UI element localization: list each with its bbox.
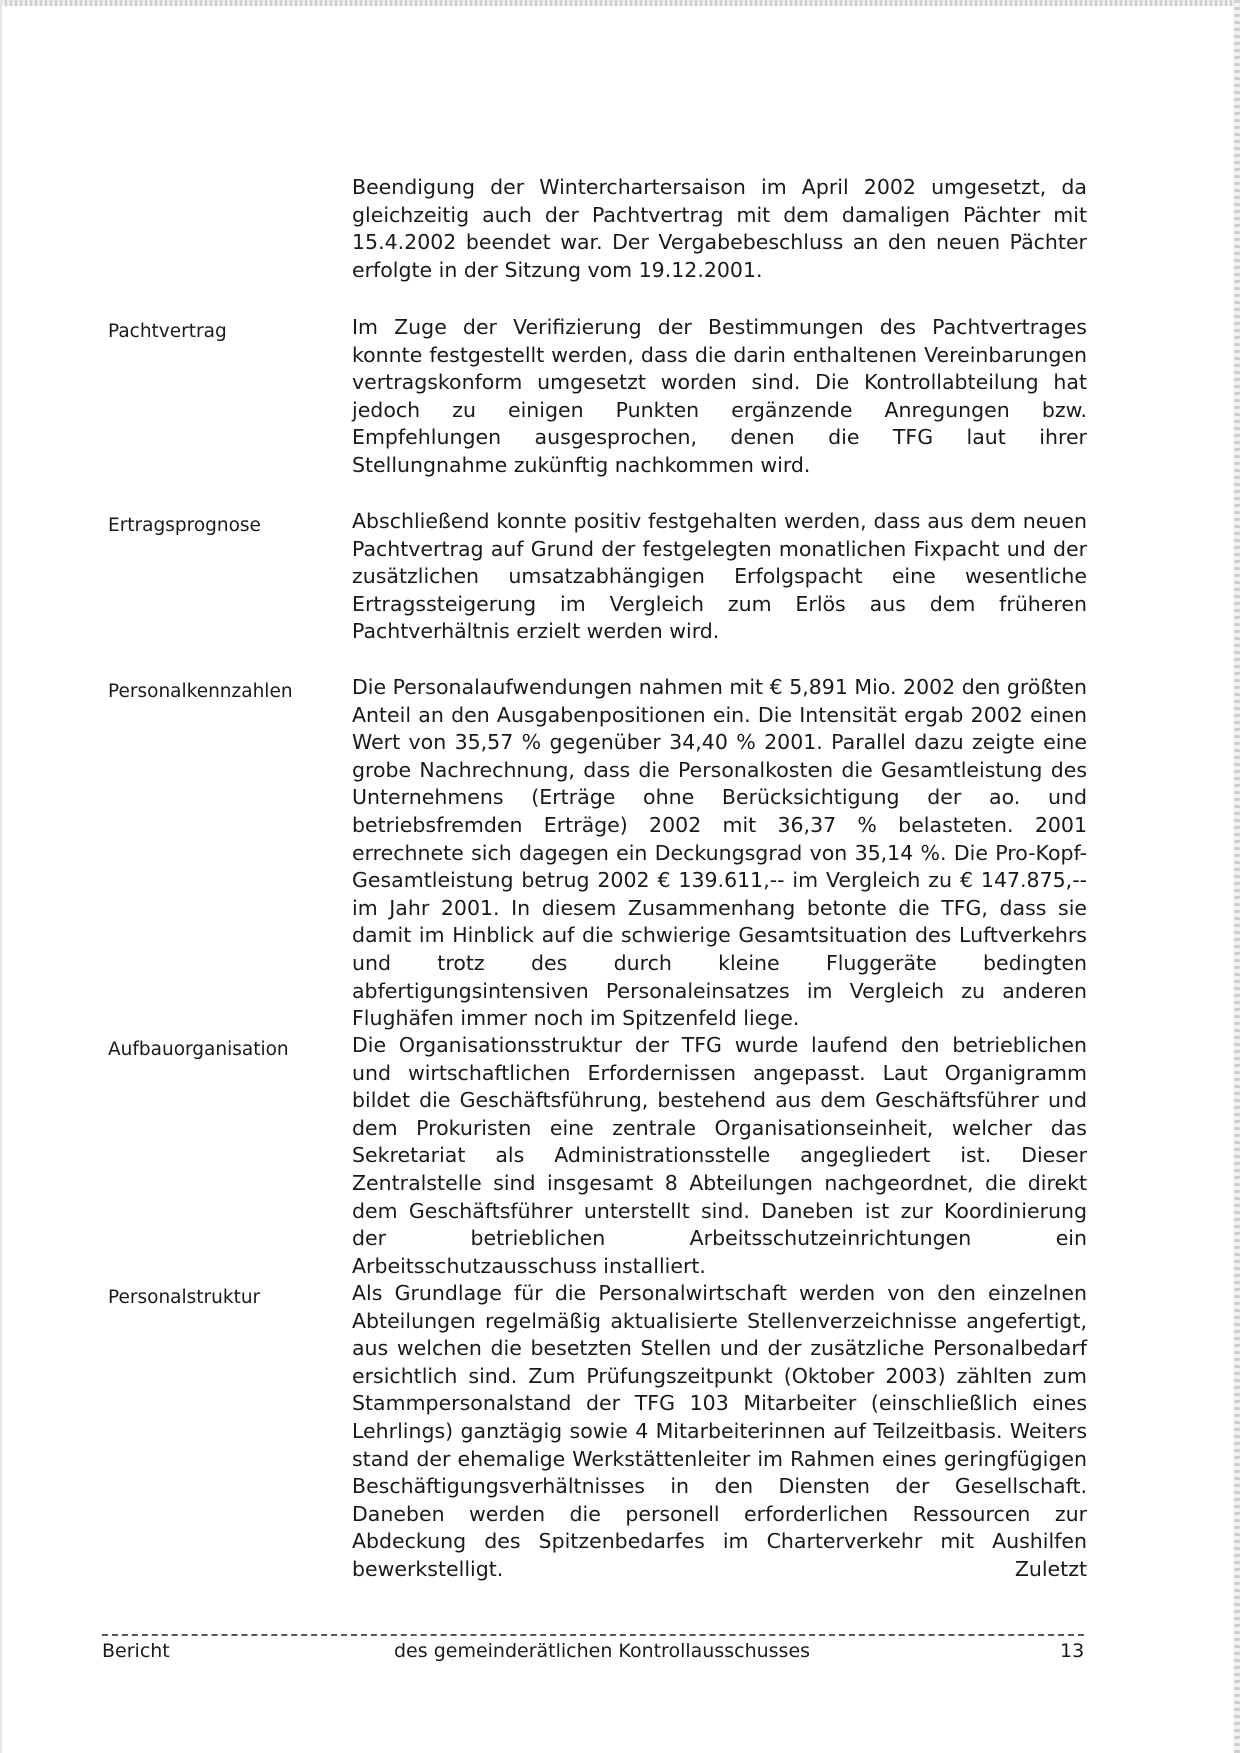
margin-label-personalkennzahlen: Personalkennzahlen <box>108 681 293 702</box>
margin-label-personalstruktur: Personalstruktur <box>108 1287 261 1308</box>
margin-label-pachtvertrag: Pachtvertrag <box>108 321 227 342</box>
paragraph-personalkennzahlen: Die Personalaufwendungen nahmen mit € 5,891 Mio. 2002 den größten Anteil an den Ausgabenpositionen ein. Die Intensität ergab 2002 einen Wert von 35,57 % gegenüber 34,40 % 2001. Parallel dazu zeigte eine grobe Nachrechnung, dass die Personalkosten die Gesamtleistung des Unternehmens (Erträge ohne Berücksichtigung der ao. und betriebsfremden Erträge) 2002 mit 36,37 % belasteten. 2001 errechnete sich dagegen ein Deckungsgrad von 35,14 %. Die Pro-Kopf-Gesamtleistung betrug 2002 € 139.611,-- im Vergleich zu € 147.875,-- im Jahr 2001. In diesem Zusammenhang betonte die TFG, dass sie damit im Hinblick auf die schwierige Gesamtsituation des Luftverkehrs und trotz des durch kleine Fluggeräte bedingten abfertigungsintensiven Personaleinsatzes im Vergleich zu anderen Flughäfen immer noch im Spitzenfeld liege. <box>352 675 1087 1031</box>
paragraph-aufbauorganisation: Die Organisationsstruktur der TFG wurde laufend den betrieblichen und wirtschaftlichen Erfordernissen angepasst. Laut Organigramm bildet die Geschäftsführung, bestehend aus dem Geschäftsführer und dem Prokuristen eine zentrale Organisationseinheit, welcher das Sekretariat als Administrationsstelle angegliedert ist. Dieser Zentralstelle sind insgesamt 8 Abteilungen nachgeordnet, die direkt dem Geschäftsführer unterstellt sind. Daneben ist zur Koordinierung der betrieblichen Arbeitsschutzeinrichtungen ein Arbeitsschutzausschuss installiert. <box>352 1033 1087 1278</box>
paragraph-personalstruktur: Als Grundlage für die Personalwirtschaft werden von den einzelnen Abteilungen regelmäßig aktualisierte Stellenverzeichnisse angefertigt, aus welchen die besetzten Stellen und der zusätzliche Personalbedarf ersichtlich sind. Zum Prüfungszeitpunkt (Oktober 2003) zählten zum Stammpersonalstand der TFG 103 Mitarbeiter (einschließlich eines Lehrlings) ganztägig sowie 4 Mitarbeiterinnen auf Teilzeitbasis. Weiters stand der ehemalige Werkstättenleiter im Rahmen eines geringfügigen Beschäftigungsverhältnisses in den Diensten der Gesellschaft. Daneben werden die personell erforderlichen Ressourcen zur Abdeckung des Spitzenbedarfes im Charterverkehr mit Aushilfen bewerkstelligt. Zuletzt <box>352 1281 1087 1581</box>
footer-committee-title: des gemeinderätlichen Kontrollausschusses <box>394 1640 811 1662</box>
scan-edge-left <box>0 0 2 1753</box>
paragraph-pachtvertrag: Im Zuge der Verifizierung der Bestimmungen des Pachtvertrages konnte festgestellt werden, dass die darin enthaltenen Vereinbarungen vertragskonform umgesetzt worden sind. Die Kontrollabteilung hat jedoch zu einigen Punkten ergänzende Anregungen bzw. Empfehlungen ausgesprochen, denen die TFG laut ihrer Stellungnahme zukünftig nachkommen wird. <box>352 315 1087 477</box>
scan-edge-top <box>0 0 1240 6</box>
footer-divider <box>102 1634 1084 1636</box>
paragraph-continuation: Beendigung der Winterchartersaison im April 2002 umgesetzt, da gleichzeitig auch der Pachtvertrag mit dem damaligen Pächter mit 15.4.2002 beendet war. Der Vergabebeschluss an den neuen Pächter erfolgte in der Sitzung vom 19.12.2001. <box>352 175 1087 282</box>
paragraph-ertragsprognose: Abschließend konnte positiv festgehalten werden, dass aus dem neuen Pachtvertrag auf Grund der festgelegten monatlichen Fixpacht und der zusätzlichen umsatzabhängigen Erfolgspacht eine wesentliche Ertragssteigerung im Vergleich zum Erlös aus dem früheren Pachtverhältnis erzielt werden wird. <box>352 509 1087 644</box>
margin-label-ertragsprognose: Ertragsprognose <box>108 515 261 536</box>
margin-label-aufbauorganisation: Aufbauorganisation <box>108 1039 289 1060</box>
page-footer <box>0 1640 1240 1670</box>
page-number: 13 <box>1060 1640 1085 1662</box>
scan-edge-right <box>1234 0 1240 1753</box>
footer-report-label: Bericht <box>102 1640 170 1662</box>
